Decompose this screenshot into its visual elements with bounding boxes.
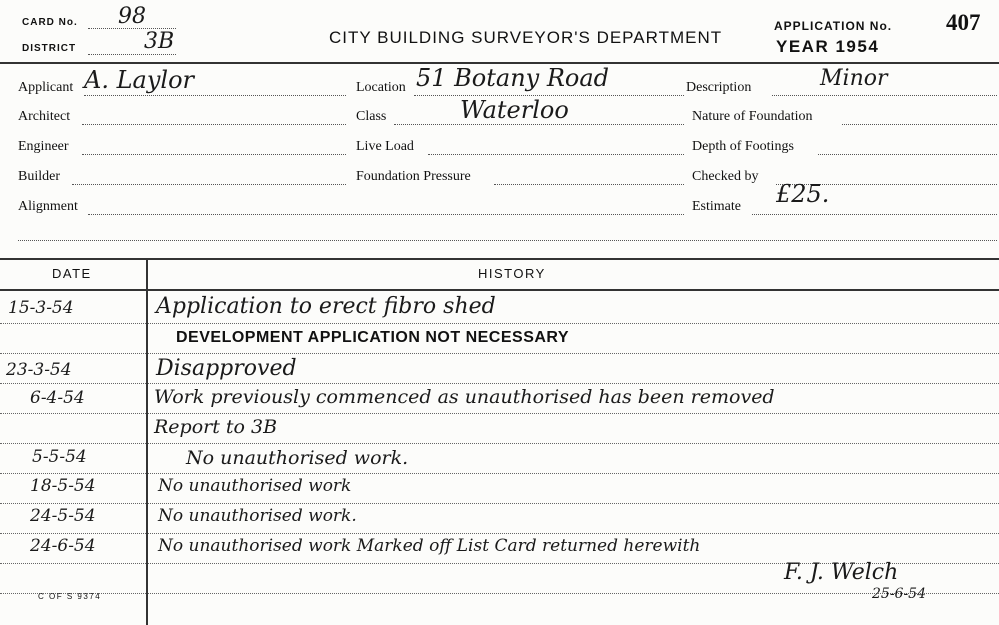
card-no-label: CARD No. bbox=[22, 17, 78, 28]
location-value: 51 Botany Road bbox=[416, 64, 610, 92]
history-row-line bbox=[148, 473, 999, 474]
class-line bbox=[394, 124, 684, 125]
application-no-label: APPLICATION No. bbox=[774, 19, 893, 33]
form-code: C OF S 9374 bbox=[38, 592, 102, 601]
checked-by-label: Checked by bbox=[692, 169, 759, 184]
history-row-line bbox=[148, 383, 999, 384]
entry-date: 24-5-54 bbox=[30, 506, 96, 526]
history-row-line bbox=[148, 443, 999, 444]
entry-text: Work previously commenced as unauthorised has been removed bbox=[154, 386, 775, 408]
description-line bbox=[772, 95, 997, 96]
year-label: YEAR 1954 bbox=[776, 37, 880, 56]
estimate-line bbox=[752, 214, 997, 215]
history-row-line bbox=[148, 323, 999, 324]
class-label: Class bbox=[356, 109, 387, 124]
history-column-header: HISTORY bbox=[478, 266, 546, 281]
engineer-line bbox=[82, 154, 346, 155]
development-stamp: DEVELOPMENT APPLICATION NOT NECESSARY bbox=[176, 329, 570, 346]
signature: F. J. Welch bbox=[784, 560, 899, 585]
entry-date: 15-3-54 bbox=[8, 298, 74, 318]
architect-line bbox=[82, 124, 346, 125]
description-value: Minor bbox=[820, 66, 888, 91]
date-row-line bbox=[0, 443, 146, 444]
entry-text: Application to erect fibro shed bbox=[156, 294, 496, 319]
blank-line bbox=[18, 240, 997, 241]
builder-label: Builder bbox=[18, 169, 60, 184]
date-row-line bbox=[0, 533, 146, 534]
engineer-label: Engineer bbox=[18, 139, 69, 154]
history-row-line bbox=[148, 533, 999, 534]
entry-text: No unauthorised work Marked off List Card returned herewith bbox=[158, 536, 701, 556]
entry-date: 5-5-54 bbox=[32, 447, 87, 467]
date-row-line bbox=[0, 323, 146, 324]
entry-text: Disapproved bbox=[156, 356, 297, 381]
entry-text: No unauthorised work. bbox=[158, 506, 357, 526]
district-label: DISTRICT bbox=[22, 43, 77, 54]
district-line bbox=[88, 54, 176, 55]
builder-line bbox=[72, 184, 346, 185]
date-row-line bbox=[0, 563, 146, 564]
applicant-value: A. Laylor bbox=[84, 66, 194, 94]
district-value: 3B bbox=[144, 29, 175, 54]
live-load-line bbox=[428, 154, 684, 155]
depth-label: Depth of Footings bbox=[692, 139, 794, 154]
signature-date: 25-6-54 bbox=[872, 586, 926, 602]
foundation-pressure-line bbox=[494, 184, 684, 185]
applicant-line bbox=[84, 95, 346, 96]
date-row-line bbox=[0, 383, 146, 384]
date-row-line bbox=[0, 353, 146, 354]
date-row-line bbox=[0, 503, 146, 504]
location-label: Location bbox=[356, 80, 406, 95]
card-no-value: 98 bbox=[118, 4, 146, 29]
alignment-label: Alignment bbox=[18, 199, 78, 214]
description-label: Description bbox=[686, 80, 752, 95]
date-row-line bbox=[0, 413, 146, 414]
date-column-header: DATE bbox=[52, 266, 92, 281]
entry-date: 23-3-54 bbox=[6, 360, 72, 380]
history-row-line bbox=[148, 353, 999, 354]
nature-line bbox=[842, 124, 997, 125]
live-load-label: Live Load bbox=[356, 139, 414, 154]
application-no-value: 407 bbox=[946, 10, 981, 35]
history-row-line bbox=[148, 413, 999, 414]
depth-line bbox=[818, 154, 997, 155]
entry-date: 6-4-54 bbox=[30, 388, 85, 408]
history-row-line bbox=[148, 503, 999, 504]
applicant-label: Applicant bbox=[18, 80, 74, 95]
class-value: Waterloo bbox=[460, 96, 569, 124]
entry-text: No unauthorised work bbox=[158, 476, 352, 496]
estimate-value: £25. bbox=[776, 180, 830, 208]
history-top-rule bbox=[0, 258, 999, 260]
entry-text: Report to 3B bbox=[154, 416, 278, 438]
architect-label: Architect bbox=[18, 109, 71, 124]
nature-label: Nature of Foundation bbox=[692, 109, 813, 124]
alignment-line bbox=[88, 214, 684, 215]
entry-date: 18-5-54 bbox=[30, 476, 96, 496]
foundation-pressure-label: Foundation Pressure bbox=[356, 169, 471, 184]
date-row-line bbox=[0, 473, 146, 474]
entry-date: 24-6-54 bbox=[30, 536, 96, 556]
department-title: CITY BUILDING SURVEYOR'S DEPARTMENT bbox=[329, 28, 723, 47]
estimate-label: Estimate bbox=[692, 199, 741, 214]
history-header-rule bbox=[0, 289, 999, 291]
entry-text: No unauthorised work. bbox=[186, 447, 409, 469]
